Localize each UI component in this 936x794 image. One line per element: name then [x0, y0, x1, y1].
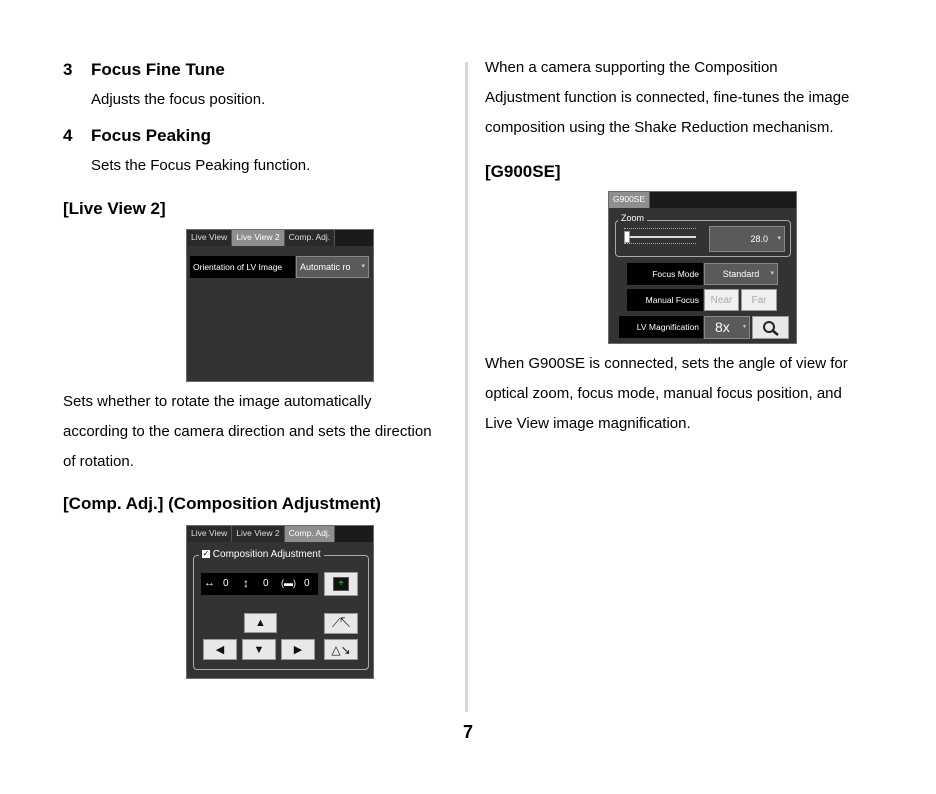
g900se-desc-line: When G900SE is connected, sets the angle of view for — [485, 355, 848, 372]
intro-line: When a camera supporting the Composition — [485, 59, 778, 76]
g900se-panel — [608, 191, 797, 344]
tab-comp-adj[interactable]: Comp. Adj. — [285, 230, 336, 246]
tab-g900se[interactable]: G900SE — [609, 192, 650, 208]
g900se-heading: [G900SE] — [485, 162, 561, 181]
item-3-title: Focus Fine Tune — [91, 60, 225, 79]
focus-mode-dropdown[interactable] — [704, 263, 778, 285]
orientation-dropdown-value: Automatic ro — [300, 262, 351, 272]
magnifier-icon — [762, 320, 780, 336]
zoom-slider[interactable] — [624, 228, 696, 246]
zoom-value: 28.0 — [750, 234, 768, 244]
live-view-2-desc — [63, 387, 432, 477]
item-4-title: Focus Peaking — [91, 126, 211, 145]
move-left-button[interactable] — [203, 639, 237, 660]
manual-focus-label: Manual Focus — [627, 289, 703, 311]
chevron-down-icon: ▾ — [361, 263, 365, 270]
vertical-arrow-icon: ↕ — [243, 576, 249, 590]
page-number: 7 — [462, 722, 473, 742]
comp-adj-tabs — [187, 526, 373, 542]
move-right-button[interactable] — [281, 639, 315, 660]
lv-magnification-dropdown[interactable] — [704, 316, 750, 339]
tab-comp-adj[interactable]: Comp. Adj. — [285, 526, 336, 542]
g900se-tabs — [609, 192, 796, 208]
checkbox[interactable]: ✓ — [202, 549, 210, 559]
g900se-desc-line: optical zoom, focus mode, manual focus position, and — [485, 385, 842, 402]
zoom-legend: Zoom — [618, 213, 647, 223]
rotation-icon: (▬) — [281, 578, 296, 588]
orientation-dropdown[interactable] — [296, 256, 369, 278]
move-down-button[interactable] — [242, 639, 276, 660]
lv-magnification-value: 8x — [715, 319, 730, 335]
triangle-right-icon: ▶ — [293, 644, 303, 656]
tab-live-view[interactable]: Live View — [187, 526, 232, 542]
live-view-2-desc-line: according to the camera direction and sets the direction — [63, 423, 432, 440]
live-view-2-tabs — [187, 230, 373, 246]
rotate-ccw-button[interactable] — [324, 613, 358, 634]
rotate-cw-button[interactable] — [324, 639, 358, 660]
chevron-down-icon: ▾ — [770, 270, 774, 277]
intro-line: Adjustment function is connected, fine-tunes the image — [485, 89, 850, 106]
intro-line: composition using the Shake Reduction mechanism. — [485, 119, 834, 136]
live-view-2-panel — [186, 229, 374, 382]
zoom-slider-ticks-bottom — [624, 243, 696, 247]
orientation-label: Orientation of LV Image — [190, 256, 295, 278]
center-reset-button[interactable] — [324, 572, 358, 596]
vertical-value: 0 — [263, 578, 269, 589]
tab-live-view-2[interactable]: Live View 2 — [232, 230, 284, 246]
zoom-slider-track — [624, 236, 696, 238]
zoom-value-dropdown[interactable] — [709, 226, 785, 252]
item-3-number: 3 — [63, 60, 73, 79]
rotation-value: 0 — [304, 578, 310, 589]
triangle-left-icon: ◀ — [215, 644, 225, 656]
far-button[interactable]: Far — [741, 289, 777, 311]
magnify-button[interactable] — [752, 316, 789, 339]
tab-live-view-2[interactable]: Live View 2 — [232, 526, 284, 542]
near-button[interactable]: Near — [704, 289, 739, 311]
item-4-number: 4 — [63, 126, 73, 145]
comp-adj-legend — [199, 549, 324, 560]
move-up-button[interactable] — [244, 613, 277, 633]
crosshair-icon: + — [333, 577, 349, 591]
comp-adj-heading: [Comp. Adj.] (Composition Adjustment) — [63, 494, 381, 513]
item-3-desc: Adjusts the focus position. — [91, 91, 266, 108]
comp-adj-values — [201, 573, 318, 595]
zoom-slider-ticks-top — [624, 228, 696, 232]
g900se-desc-line: Live View image magnification. — [485, 415, 691, 432]
chevron-down-icon: ▾ — [777, 235, 781, 242]
column-divider — [465, 62, 468, 712]
chevron-down-icon: ▾ — [742, 324, 746, 330]
rotate-ccw-icon: ⟋↖ — [331, 616, 350, 630]
g900se-desc — [485, 349, 848, 439]
live-view-2-desc-line: Sets whether to rotate the image automatically — [63, 393, 372, 410]
focus-mode-value: Standard — [722, 269, 760, 279]
item-4-desc: Sets the Focus Peaking function. — [91, 157, 311, 174]
horizontal-value: 0 — [223, 578, 229, 589]
live-view-2-heading: [Live View 2] — [63, 199, 166, 218]
horizontal-arrow-icon: ↔ — [204, 577, 215, 589]
rotate-cw-icon: △↘ — [331, 642, 351, 657]
checkbox-label: Composition Adjustment — [212, 549, 321, 560]
live-view-2-desc-line: of rotation. — [63, 453, 134, 470]
focus-mode-label: Focus Mode — [627, 263, 703, 285]
zoom-slider-handle[interactable] — [624, 231, 630, 243]
comp-adj-intro — [485, 53, 849, 143]
tab-live-view[interactable]: Live View — [187, 230, 232, 246]
triangle-up-icon: ▲ — [255, 617, 266, 629]
comp-adj-panel — [186, 525, 374, 679]
triangle-down-icon: ▼ — [253, 643, 265, 656]
lv-magnification-label: LV Magnification — [619, 316, 703, 338]
